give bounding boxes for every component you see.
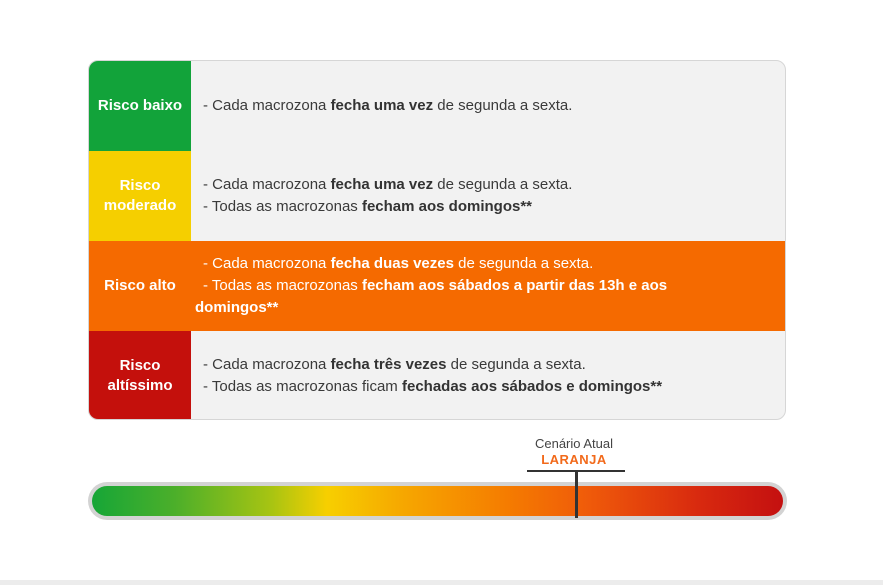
risk-description (191, 241, 785, 331)
risk-label: Risco altíssimo (89, 331, 191, 420)
risk-row-altissimo (89, 331, 785, 420)
risk-rule-line: - Todas as macrozonas ficam fechadas aos sábados e domingos** (203, 378, 663, 395)
risk-rule-line: - Cada macrozona fecha uma vez de segunda a sexta. (203, 176, 573, 193)
risk-row-baixo (89, 61, 785, 151)
page-bottom-divider (0, 580, 883, 585)
risk-table (88, 60, 786, 420)
risk-rule-line: - Todas as macrozonas fecham aos sábados a partir das 13h e aos (203, 277, 668, 294)
current-scenario (524, 436, 624, 468)
risk-description (191, 151, 785, 241)
risk-label: Risco baixo (89, 61, 191, 151)
risk-gauge (88, 482, 787, 520)
risk-row-moderado (89, 151, 785, 241)
risk-description (191, 61, 785, 151)
current-scenario-title: Cenário Atual (534, 436, 614, 451)
risk-label: Risco alto (89, 241, 191, 331)
risk-row-alto (89, 241, 785, 331)
risk-rule-line: - Cada macrozona fecha duas vezes de segunda a sexta. (203, 255, 594, 272)
risk-gauge-marker (575, 470, 578, 518)
risk-rule-line: domingos** (195, 299, 279, 316)
risk-rule-line: - Cada macrozona fecha três vezes de segunda a sexta. (203, 356, 586, 373)
risk-rule-line: - Cada macrozona fecha uma vez de segunda a sexta. (203, 97, 573, 114)
risk-gauge-gradient (92, 486, 783, 516)
risk-label: Risco moderado (89, 151, 191, 241)
risk-description (191, 331, 785, 420)
risk-rule-line: - Todas as macrozonas fecham aos domingos** (203, 198, 533, 215)
current-scenario-value: LARANJA (541, 452, 607, 467)
